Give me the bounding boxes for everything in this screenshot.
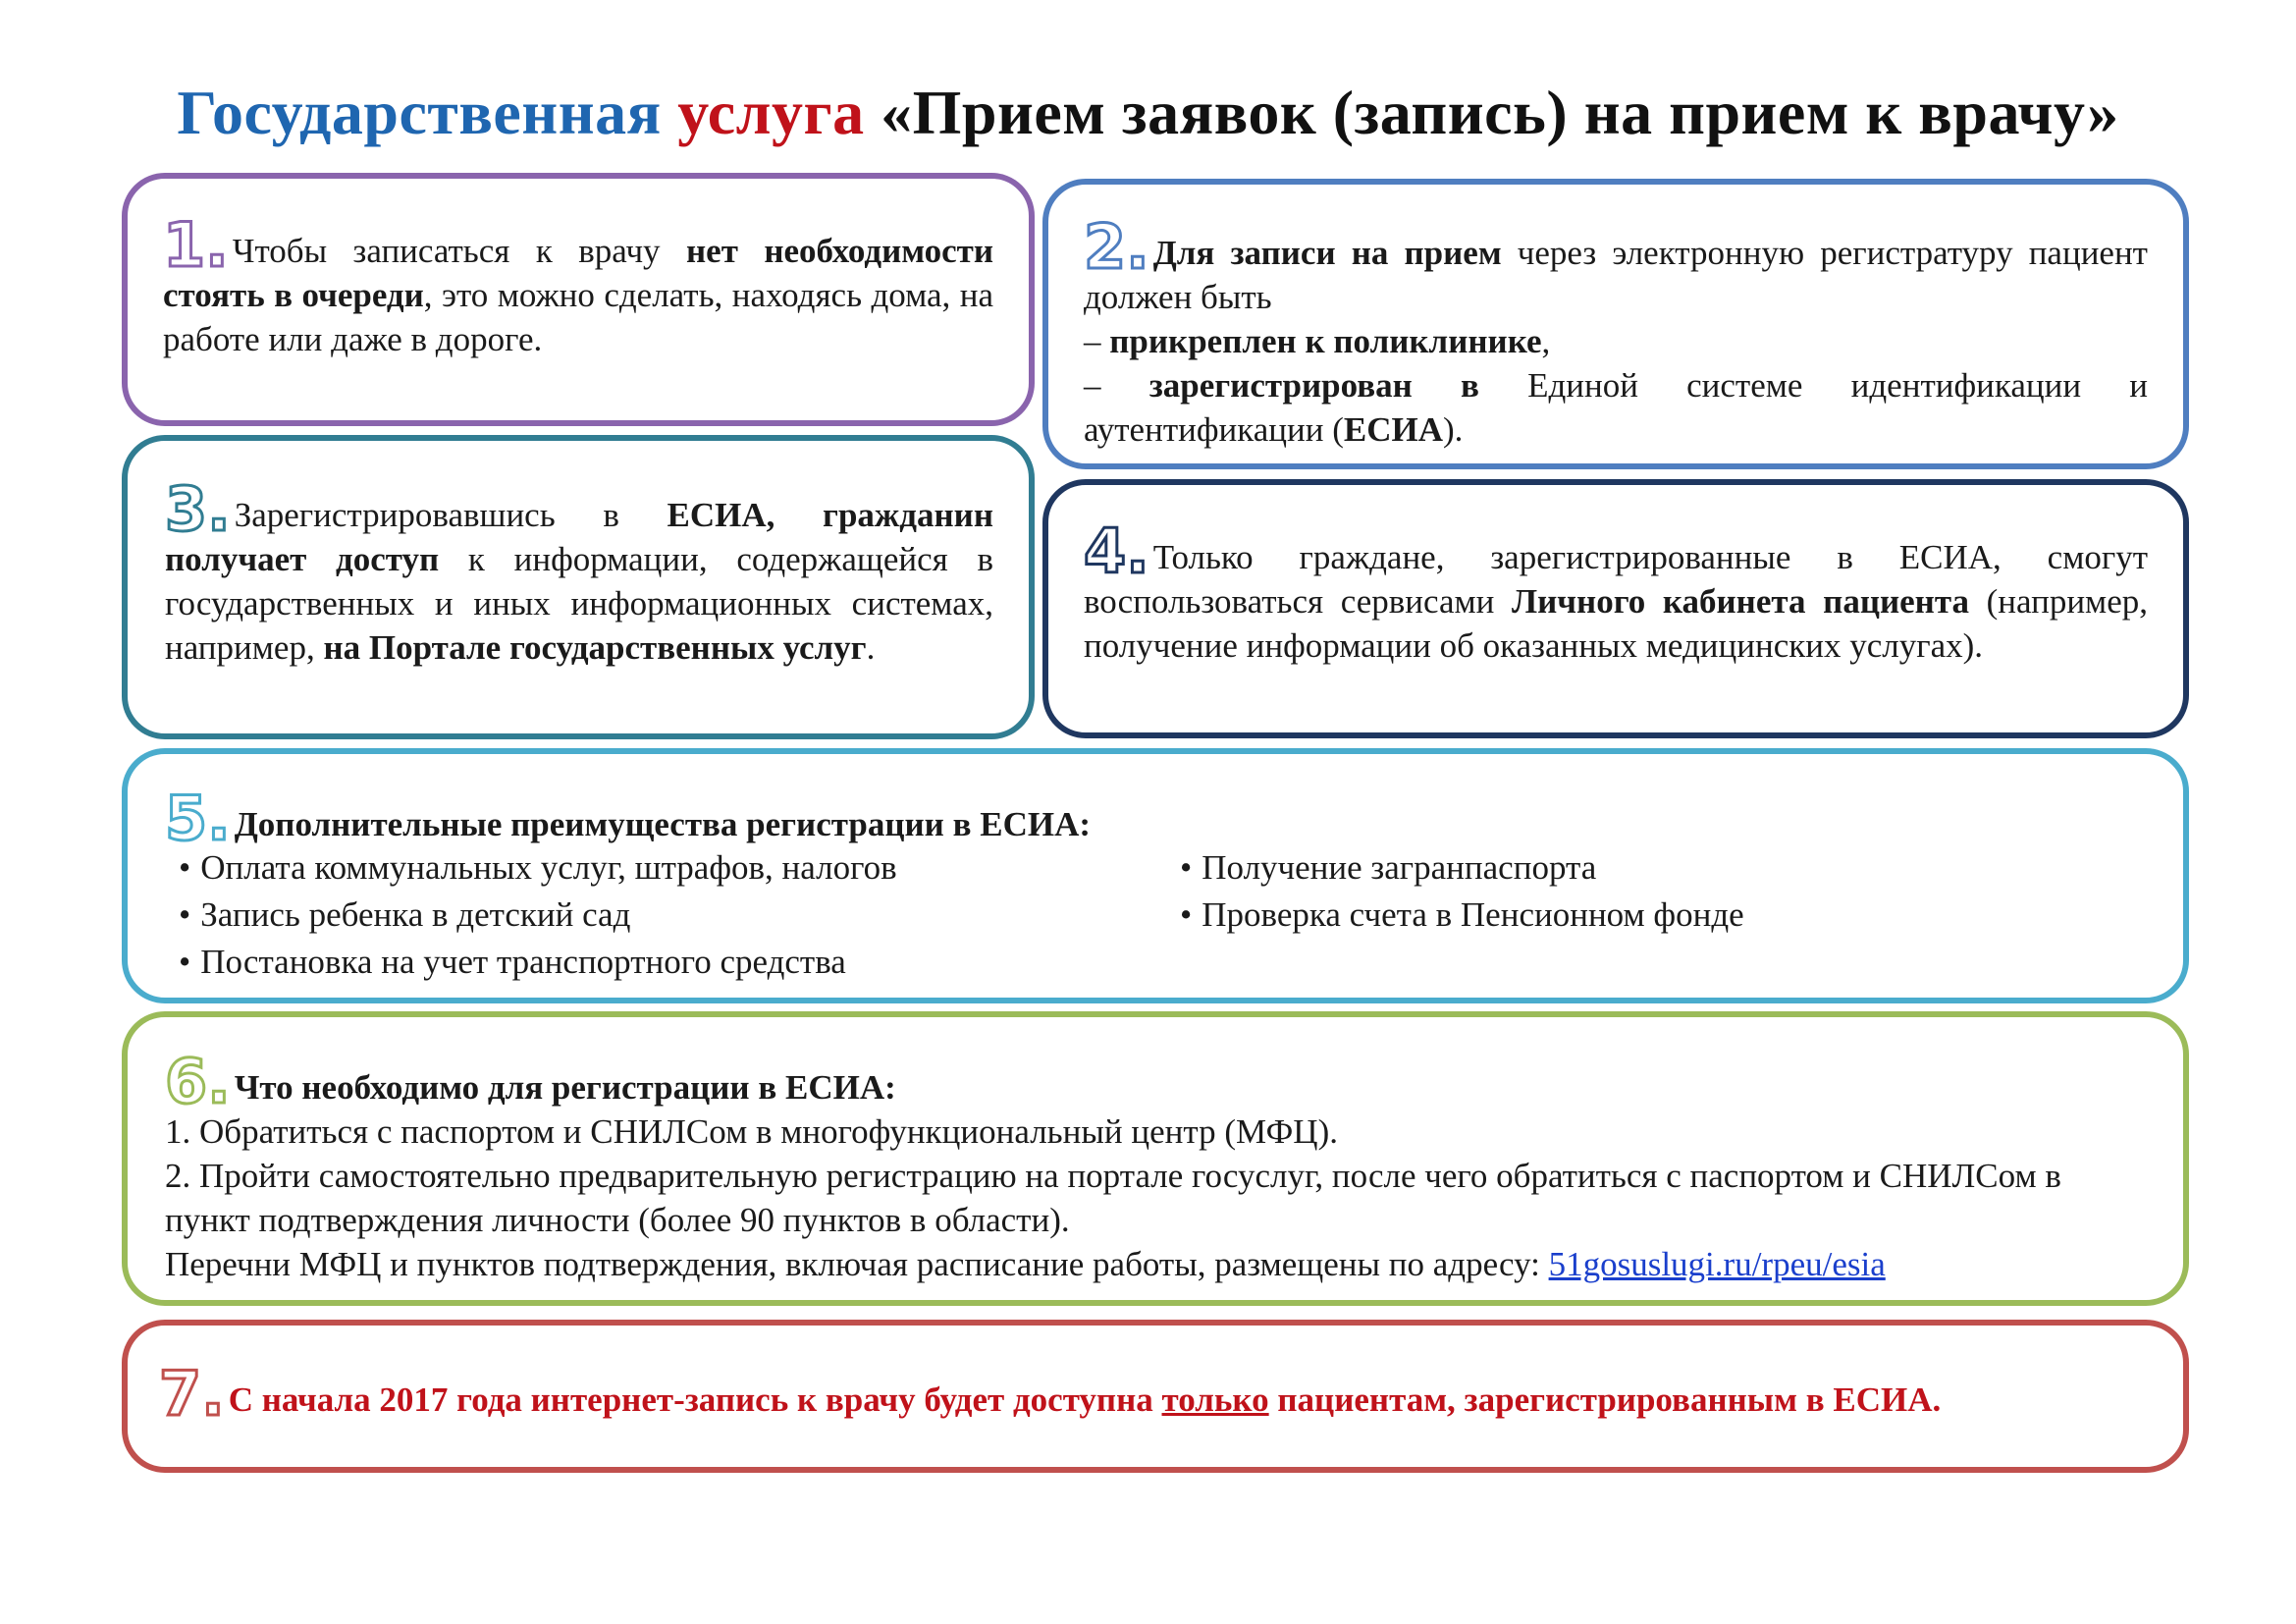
info-box-2-text: 2. Для записи на прием через электронную регистратуру пациент должен быть (1084, 211, 2148, 316)
title-part-2: услуга (677, 78, 865, 147)
info-box-2 (1042, 179, 2189, 469)
info-box-7-text: 7. С начала 2017 года интернет-запись к врачу будет доступна только пациентам, зарегистрированным в ЕСИА. (159, 1358, 1942, 1430)
benefits-list-left (165, 844, 1180, 986)
number-5-icon: 5. (165, 783, 231, 854)
number-7-icon: 7. (159, 1358, 225, 1430)
title-part-1: Государственная (177, 78, 662, 147)
info-box-6-line-1: 1. Обратиться с паспортом и СНИЛСом в многофункциональный центр (МФЦ). (165, 1112, 1338, 1151)
info-box-5-heading: 5. Дополнительные преимущества регистрации в ЕСИА: (165, 783, 1092, 854)
list-item: • Получение загранпаспорта (1180, 844, 1744, 892)
number-2-icon: 2. (1084, 211, 1149, 283)
number-6-icon: 6. (165, 1046, 231, 1117)
info-box-6-line-3: Перечни МФЦ и пунктов подтверждения, включая расписание работы, размещены по адресу: 51gosuslugi.ru/rpeu/esia (165, 1245, 1886, 1283)
info-box-1 (122, 173, 1035, 426)
number-4-icon: 4. (1084, 515, 1149, 587)
info-box-4-text: 4. Только граждане, зарегистрированные в ЕСИА, смогут воспользоваться сервисами Личного кабинета пациента (например, получение информации об оказанных медицинских услугах). (1084, 515, 2148, 665)
number-3-icon: 3. (165, 473, 231, 545)
info-box-2-line-3: – зарегистрирован в Единой системе идентификации и аутентификации (ЕСИА). (1084, 366, 2148, 449)
info-box-2-line-2: – прикреплен к поликлинике, (1084, 322, 1551, 360)
title-part-3: «Прием заявок (запись) на прием к врачу» (881, 78, 2119, 147)
info-box-7 (122, 1320, 2189, 1473)
info-box-6-heading: 6. Что необходимо для регистрации в ЕСИА: (165, 1046, 896, 1117)
list-item: • Запись ребенка в детский сад (179, 892, 1180, 939)
info-box-1-text: 1. Чтобы записаться к врачу нет необходимости стоять в очереди, это можно сделать, находясь дома, на работе или даже в дороге. (163, 209, 994, 358)
info-box-4 (1042, 479, 2189, 738)
info-box-3 (122, 435, 1035, 739)
page-title (0, 77, 2296, 149)
info-box-6-line-2: 2. Пройти самостоятельно предварительную регистрацию на портале госуслуг, после чего обратиться с паспортом и СНИЛСом в пункт подтверждения личности (более 90 пунктов в области). (165, 1157, 2061, 1239)
info-box-6 (122, 1011, 2189, 1306)
esia-link[interactable]: 51gosuslugi.ru/rpeu/esia (1548, 1245, 1886, 1283)
list-item: • Проверка счета в Пенсионном фонде (1180, 892, 1744, 939)
list-item: • Постановка на учет транспортного средства (179, 939, 1180, 986)
benefits-list-right (1180, 844, 1744, 986)
number-1-icon: 1. (163, 209, 229, 281)
info-box-5 (122, 748, 2189, 1003)
list-item: • Оплата коммунальных услуг, штрафов, налогов (179, 844, 1180, 892)
info-box-3-text: 3. Зарегистрировавшись в ЕСИА, гражданин получает доступ к информации, содержащейся в государственных и иных информационных системах, например, на Портале государственных услуг. (165, 473, 993, 667)
